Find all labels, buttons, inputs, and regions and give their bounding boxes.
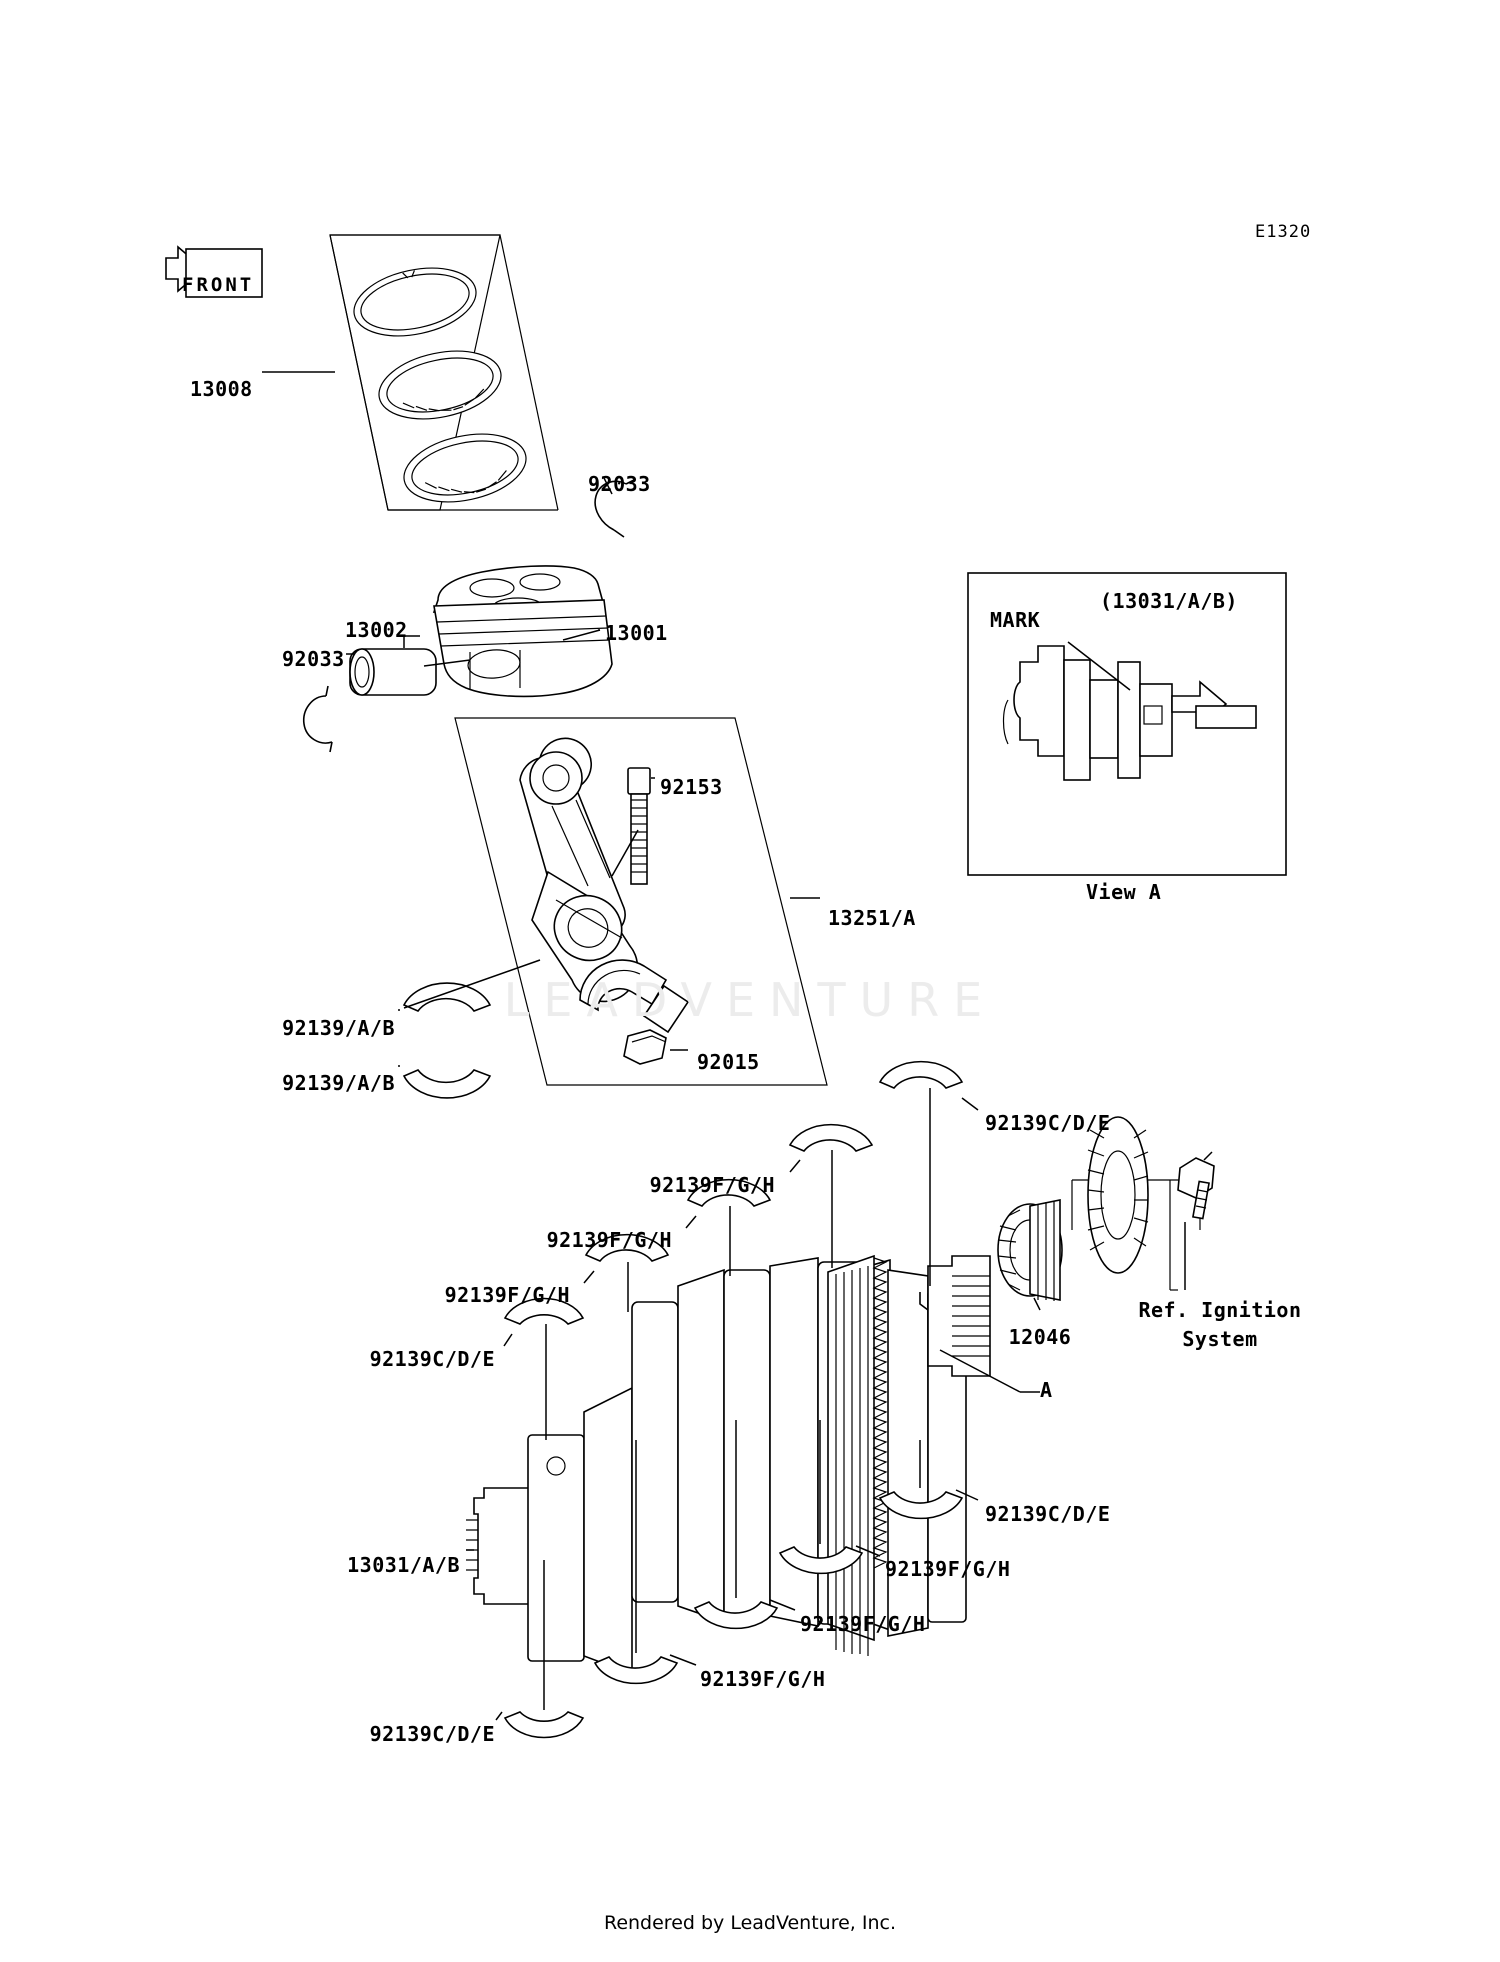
part-callout-92139c-d-e: 92139C/D/E: [369, 1722, 495, 1746]
rotor-bolt: [1178, 1152, 1214, 1219]
inset-part-code: (13031/A/B): [1100, 589, 1238, 613]
part-callout-92139-a-b: 92139/A/B: [282, 1071, 395, 1095]
part-callout-92139f-g-h: 92139F/G/H: [444, 1283, 570, 1307]
part-callout-92153: 92153: [660, 775, 723, 799]
part-callout-92033: 92033: [282, 647, 345, 671]
rod-bearing-lower: [398, 1066, 490, 1098]
part-callout-92139c-d-e: 92139C/D/E: [369, 1347, 495, 1371]
main-bearing-shell: [790, 1125, 872, 1172]
piston-rings-group: [262, 235, 558, 512]
part-callout-92139-a-b: 92139/A/B: [282, 1016, 395, 1040]
reference-note-line1: Ref. Ignition: [1138, 1298, 1302, 1322]
section-letter: A: [1040, 1378, 1053, 1402]
starter-clutch-gear: [998, 1200, 1062, 1301]
watermark: LEADVENTURE: [503, 973, 997, 1027]
piston: [434, 566, 612, 697]
part-callout-13008: 13008: [190, 377, 253, 401]
part-callout-92139f-g-h: 92139F/G/H: [700, 1667, 826, 1691]
connecting-rod-cap: [580, 960, 688, 1032]
part-callout-92139f-g-h: 92139F/G/H: [649, 1173, 775, 1197]
inset-mark-label: MARK: [990, 608, 1041, 632]
ignition-rotor-group: [998, 1117, 1214, 1310]
primary-drive-gear: [828, 1256, 874, 1656]
reference-note-line2: System: [1182, 1327, 1258, 1351]
connecting-rod-nut: [624, 1030, 688, 1064]
connecting-rod-group: [455, 718, 827, 1085]
part-callout-13002: 13002: [345, 618, 408, 642]
part-callout-92033: 92033: [588, 472, 651, 496]
part-callout-12046: 12046: [1008, 1325, 1072, 1349]
part-callout-13001: 13001: [605, 621, 668, 645]
part-callout-92139f-g-h: 92139F/G/H: [885, 1557, 1011, 1581]
sheet-code: E1320: [1255, 222, 1312, 242]
inset-title: View A: [1086, 880, 1162, 904]
part-callout-92015: 92015: [697, 1050, 760, 1074]
part-callout-92139f-g-h: 92139F/G/H: [546, 1228, 672, 1252]
rod-bearing-upper: [398, 960, 540, 1011]
front-marker-label: FRONT: [182, 274, 255, 296]
part-callout-92139c-d-e: 92139C/D/E: [985, 1111, 1111, 1135]
part-callout-92139f-g-h: 92139F/G/H: [800, 1612, 926, 1636]
part-callout-13251-a: 13251/A: [828, 906, 916, 930]
main-bearing-shell: [880, 1062, 978, 1110]
ignition-rotor: [1088, 1117, 1148, 1273]
footer-credit: Rendered by LeadVenture, Inc.: [603, 1912, 897, 1934]
part-callout-13031-a-b: 13031/A/B: [347, 1553, 460, 1577]
connecting-rod-bolt: [612, 768, 655, 884]
part-callout-92139c-d-e: 92139C/D/E: [985, 1502, 1111, 1526]
